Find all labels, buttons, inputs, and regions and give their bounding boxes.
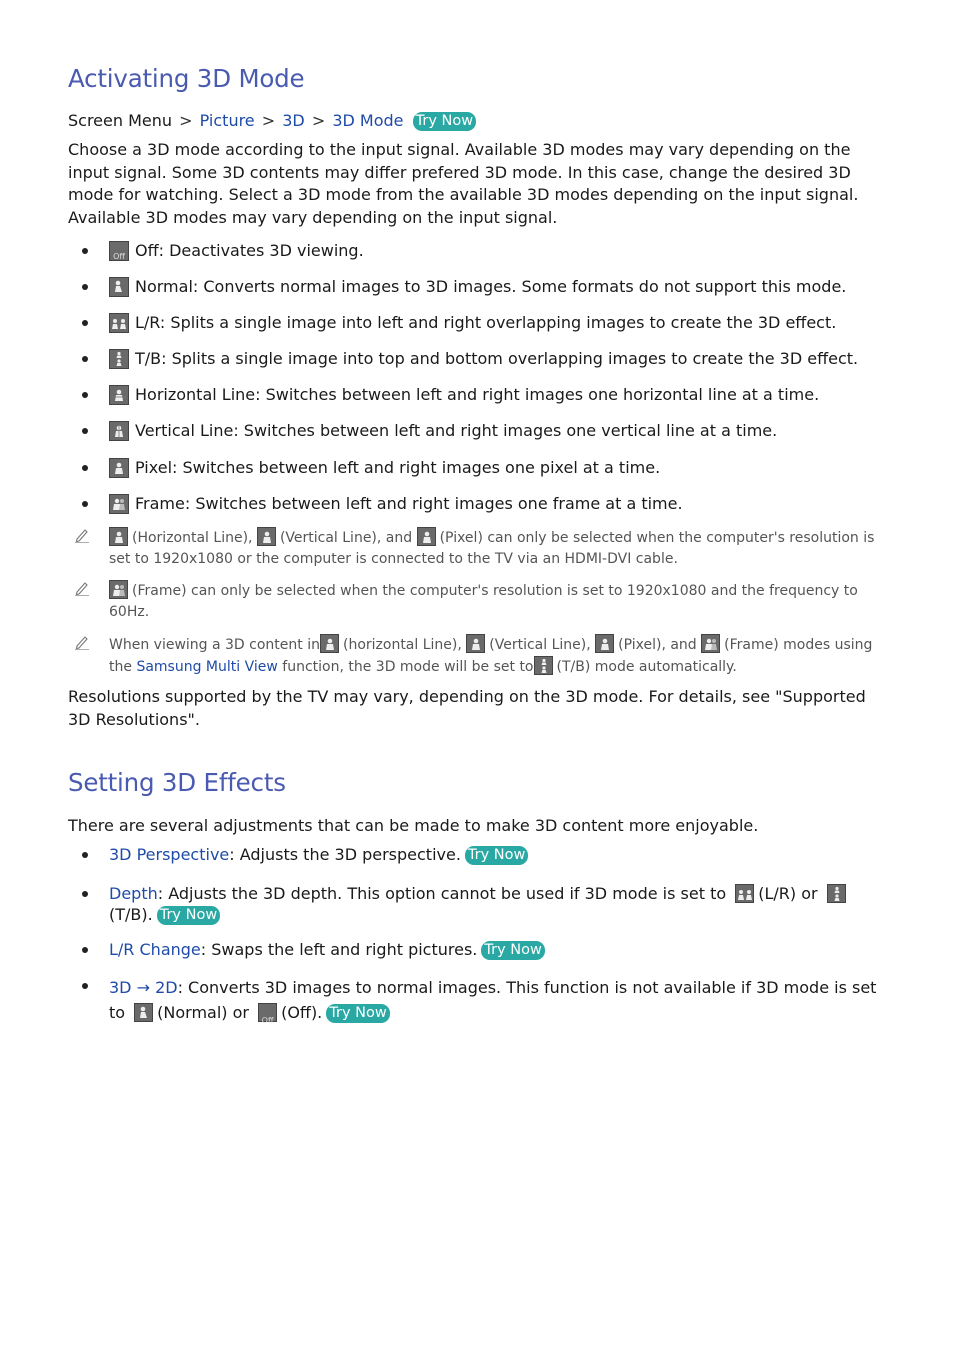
horizontal-line-icon (109, 385, 129, 405)
top-bottom-icon (109, 349, 129, 369)
intro-paragraph: Choose a 3D mode according to the input signal. Available 3D modes may vary depending on the input signal. Some 3D contents may differ prefered 3D mode. In this case, change the desired 3D mode for watching. Select a 3D mode from the available 3D modes depending on the input signal. Available 3D modes may vary depending on the input signal. (68, 140, 859, 227)
bullet-dot (82, 284, 88, 290)
list-item-text: T/B: Splits a single image into top and bottom overlapping images to create the 3D effect. (135, 349, 859, 368)
note-text: (Horizontal Line), (132, 530, 253, 546)
resolutions-paragraph: Resolutions supported by the TV may vary, depending on the 3D mode. For details, see "Supported 3D Resolutions". (68, 687, 866, 729)
bullet-dot (82, 465, 88, 471)
note-1 (68, 527, 888, 571)
note-text: (horizontal Line), (342, 637, 462, 653)
bullet-dot (82, 852, 88, 858)
list-item-text: (T/B). (109, 905, 153, 924)
frame-icon (109, 580, 128, 599)
frame-icon (109, 494, 129, 514)
3d-to-2d-link[interactable]: 3D → 2D (109, 978, 178, 997)
menu-path-separator: > (261, 111, 276, 130)
list-item-text: (Normal) or (157, 1003, 249, 1022)
list-item-text: L/R: Splits a single image into left and right overlapping images to create the 3D effect. (135, 313, 837, 332)
top-bottom-icon (534, 656, 553, 675)
note-text: (Frame) can only be selected when the computer's resolution is set to 1920x1080 and the frequency to 60Hz. (109, 583, 858, 620)
menu-path-root: Screen Menu (68, 111, 173, 130)
list-item-depth (82, 883, 882, 927)
menu-path-separator: > (179, 111, 193, 130)
off-icon: Off (109, 241, 129, 261)
list-item-text: Off: Deactivates 3D viewing. (135, 241, 364, 260)
note-text: (Pixel) can only be selected when the computer's resolution is set to 1920x1080 or the computer is connected to the TV via an HDMI-DVI cable. (109, 530, 875, 567)
note-text: (Vertical Line), (489, 637, 591, 653)
bullet-dot (82, 428, 88, 434)
note-text: (Frame) modes using the (109, 637, 873, 675)
pencil-note-icon (74, 527, 90, 543)
note-text: (Vertical Line), and (279, 530, 413, 546)
top-bottom-icon (827, 884, 846, 903)
menu-link-picture[interactable]: Picture (199, 111, 255, 130)
try-now-button[interactable]: Try Now (157, 906, 220, 925)
pixel-icon (417, 527, 436, 546)
section-title-activating-3d-mode: Activating 3D Mode (68, 64, 305, 93)
list-item-text: : Adjusts the 3D depth. This option cannot be used if 3D mode is set to (157, 884, 727, 903)
bullet-dot (82, 248, 88, 254)
note-text: (Pixel), and (618, 637, 697, 653)
bullet-dot (82, 392, 88, 398)
left-right-icon (735, 884, 754, 903)
menu-link-3d[interactable]: 3D (282, 111, 305, 130)
note-text: When viewing a 3D content in (109, 637, 320, 653)
menu-path-separator: > (311, 111, 326, 130)
list-item-3d-to-2d (82, 975, 882, 1025)
pencil-note-icon (74, 634, 90, 650)
list-item-text: : Converts 3D images to normal images. This function is not available if 3D mode is set to (109, 978, 877, 1022)
pencil-note-icon (74, 580, 90, 596)
try-now-button[interactable]: Try Now (465, 846, 528, 865)
effects-intro-paragraph: There are several adjustments that can be made to make 3D content more enjoyable. (68, 816, 759, 835)
depth-link[interactable]: Depth (109, 884, 158, 903)
try-now-button[interactable]: Try Now (413, 112, 476, 131)
list-item-text: Pixel: Switches between left and right images one pixel at a time. (135, 458, 661, 477)
list-item-lr-change (82, 939, 882, 963)
list-item-text: Normal: Converts normal images to 3D images. Some formats do not support this mode. (135, 277, 847, 296)
note-3 (68, 634, 888, 678)
pixel-icon (109, 458, 129, 478)
note-text: function, the 3D mode will be set to (282, 658, 534, 675)
normal-2d-to-3d-icon (134, 1003, 153, 1022)
samsung-multi-view-link[interactable]: Samsung Multi View (136, 658, 278, 675)
menu-path-breadcrumb (68, 111, 476, 131)
3d-perspective-link[interactable]: 3D Perspective (109, 845, 230, 864)
left-right-icon (109, 313, 129, 333)
vertical-line-icon (109, 421, 129, 441)
list-item-text: (Off). (281, 1003, 323, 1022)
horizontal-line-icon (320, 634, 339, 653)
list-item-text: (L/R) or (758, 884, 818, 903)
lr-change-link[interactable]: L/R Change (109, 940, 201, 959)
list-item-text: : Swaps the left and right pictures. (200, 940, 478, 959)
list-item-text: Frame: Switches between left and right images one frame at a time. (135, 494, 683, 513)
off-icon: Off (258, 1003, 277, 1022)
vertical-line-icon (466, 634, 485, 653)
bullet-dot (82, 891, 88, 897)
bullet-dot (82, 501, 88, 507)
bullet-dot (82, 947, 88, 953)
normal-2d-to-3d-icon (109, 277, 129, 297)
bullet-dot (82, 320, 88, 326)
list-item-text: Horizontal Line: Switches between left and right images one horizontal line at a time. (135, 385, 820, 404)
try-now-button[interactable]: Try Now (326, 1004, 389, 1023)
list-item-text: : Adjusts the 3D perspective. (229, 845, 461, 864)
list-item-3d-perspective (82, 844, 882, 868)
horizontal-line-icon (109, 527, 128, 546)
note-2 (68, 580, 888, 624)
menu-link-3d-mode[interactable]: 3D Mode (332, 111, 404, 130)
try-now-button[interactable]: Try Now (481, 941, 544, 960)
list-item-text: Vertical Line: Switches between left and right images one vertical line at a time. (135, 421, 778, 440)
pixel-icon (595, 634, 614, 653)
vertical-line-icon (257, 527, 276, 546)
frame-icon (701, 634, 720, 653)
bullet-dot (82, 983, 88, 989)
section-title-setting-3d-effects: Setting 3D Effects (68, 768, 286, 797)
note-text: (T/B) mode automatically. (556, 658, 737, 675)
bullet-dot (82, 356, 88, 362)
